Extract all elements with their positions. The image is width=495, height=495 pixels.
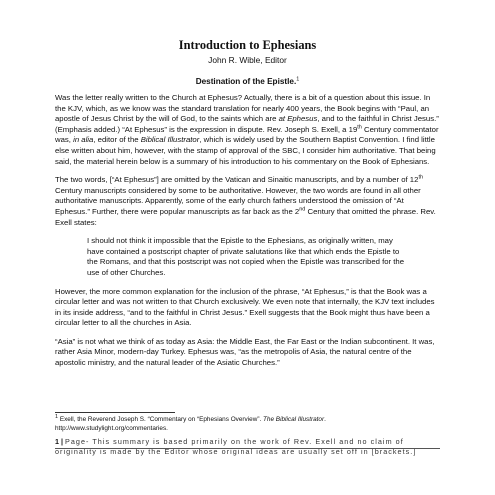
italic-run: The Biblical Illustrator [263,416,325,423]
italic-run: at Ephesus [278,114,318,124]
superscript: th [357,124,362,131]
italic-run: in alia [73,135,94,145]
document-title: Introduction to Ephesians [178,38,317,52]
paragraph-1 [55,93,440,167]
text-run: Was the letter really written to the Church at Ephesus? Actually, there is a bit of a question about this issue. In the KJV, which, as we know was the standard translation for nearly 400 years, the Book begins with “Paul, an apostle of Jesus Christ by the will of God, to the saints which are [55,93,431,124]
page-footer [55,437,440,457]
page-number: 1 [55,437,59,446]
superscript: nd [299,206,306,213]
footnote [55,413,440,433]
block-quote: I should not think it impossible that the Epistle to the Ephesians, as originally written, may have contained a postscript chapter of private salutations like that which ends the Epistle to the Romans, and that this postscript was not copied when the Epistle was transcribed for the use of other Churches. [87,236,405,277]
text-run: , which is widely used by the Southern Baptist Convention. I find little else written about him, however, with the stamp of approval of the SBC, I consider him authoritative. That being said, the material herein below is a summary of his introduction to his commentary on the Book of Ephesians. [55,135,436,166]
footnote-ref[interactable]: 1 [296,76,300,83]
text-run: Century that omitted the phrase. Rev. Exell states: [55,206,436,227]
section-heading [55,76,440,87]
paragraph-4: “Asia” is not what we think of as today as Asia: the Middle East, the Far East or the Indian subcontinent. It was, rather Asia Minor, modern-day Turkey. Ephesus was, “as the metropolis of Asia, the natural centre of the apostolic ministry, and the natural leader of the Asiatic Churches.” [55,336,435,368]
superscript: th [418,174,424,181]
text-run: The two words, [“At Ephesus”] are omitted by the Vatican and Sinaitic manuscripts, and by a number of 12 [55,175,419,185]
section-heading-text: Destination of the Epistle. [195,77,297,86]
text-run: Century manuscripts considered by some to be authoritative. However, the two words are found in all other authoritative manuscripts. Apparently, some of the early church fathers understood the omission of “At Ephesus.” Further, there were popular manuscripts as far back as the 2 [55,185,421,216]
text-run: , editor of the [93,135,141,145]
footnote-divider [55,412,175,413]
footer-divider [55,448,440,449]
footer-separator: | [59,437,66,446]
paragraph-2 [55,175,440,228]
author-line: John R. Wible, Editor [208,55,287,65]
paragraph-3: However, the more common explanation for the inclusion of the phrase, “At Ephesus,” is that the Book was a circular letter and was not written to that Church exclusively. We even note that internally, the KJV text includes in its inside address, “and to the faithful in Christ Jesus.” Exell suggests that the Book might thus have been a circular letter to all the churches in Asia. [55,286,435,328]
italic-run: Biblical Illustrator [140,135,200,145]
footnote-number: 1 [55,413,59,420]
text-run: Century commentator was, [55,124,439,145]
text-run: , and to the faithful in Christ Jesus.” (Emphasis added.) “At Ephesus” is the expression in dispute. Rev. Joseph S. Exell, a 19 [55,114,439,134]
footnote-link[interactable]: . http://www.studylight.org/commentaries. [55,416,326,432]
footer-text: Page- This summary is based primarily on the work of Rev. Exell and no claim of originality is made by the Editor whose original ideas are usually set off in [brackets.] [55,437,417,456]
text-run: Exell, the Reverend Joseph S. “Commentary on “Ephesians Overview”. [58,416,264,423]
